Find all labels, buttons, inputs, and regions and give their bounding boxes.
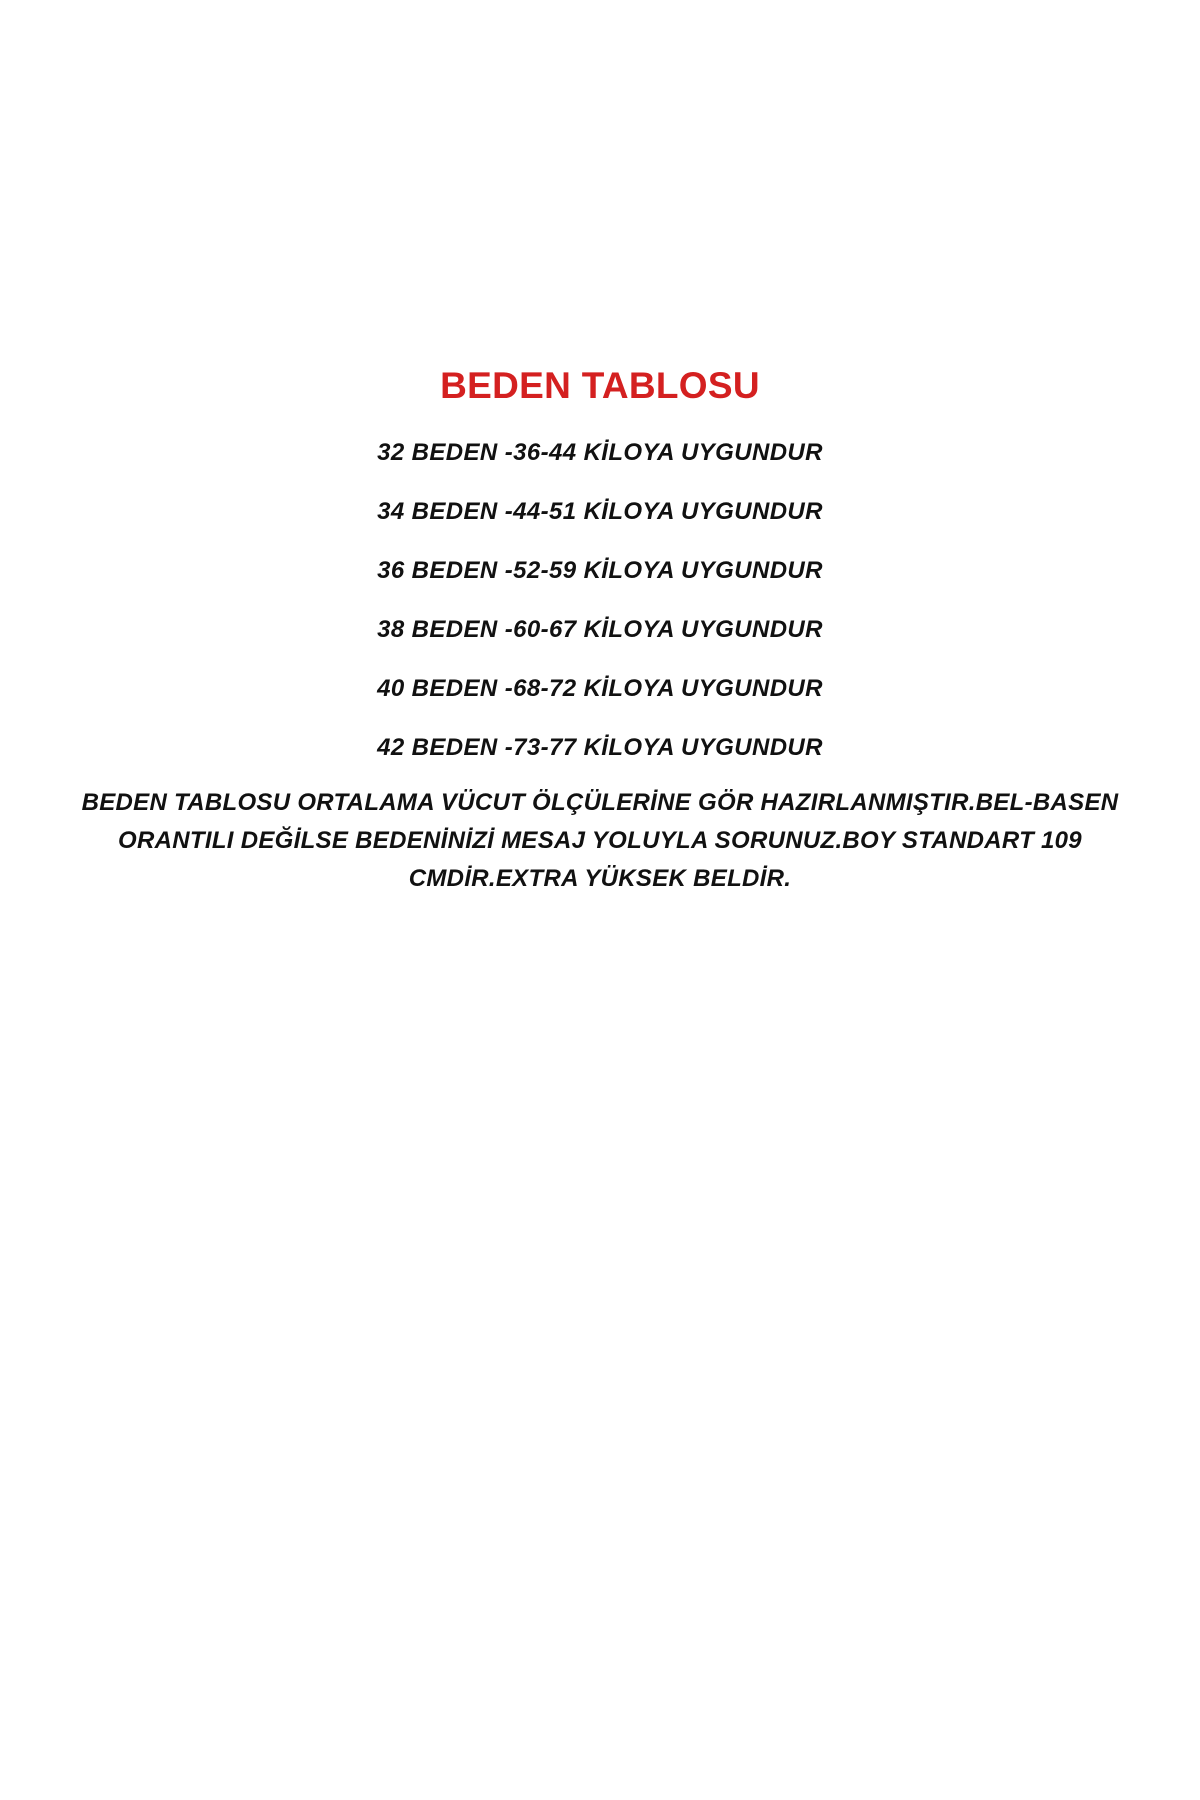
size-row: 34 BEDEN -44-51 KİLOYA UYGUNDUR (377, 498, 823, 525)
size-row: 36 BEDEN -52-59 KİLOYA UYGUNDUR (377, 557, 823, 584)
page-title: BEDEN TABLOSU (440, 365, 760, 406)
size-chart-note: BEDEN TABLOSU ORTALAMA VÜCUT ÖLÇÜLERİNE GÖR HAZIRLANMIŞTIR.BEL-BASEN ORANTILI DEĞİLSE BEDENİNİZİ MESAJ YOLUYLA SORUNUZ.BOY STANDART 109 CMDİR.EXTRA YÜKSEK BELDİR. (81, 789, 1119, 892)
size-row: 40 BEDEN -68-72 KİLOYA UYGUNDUR (377, 675, 823, 702)
size-list (0, 438, 1200, 792)
size-row: 32 BEDEN -36-44 KİLOYA UYGUNDUR (377, 439, 823, 466)
size-row: 42 BEDEN -73-77 KİLOYA UYGUNDUR (377, 734, 823, 761)
size-row: 38 BEDEN -60-67 KİLOYA UYGUNDUR (377, 616, 823, 643)
